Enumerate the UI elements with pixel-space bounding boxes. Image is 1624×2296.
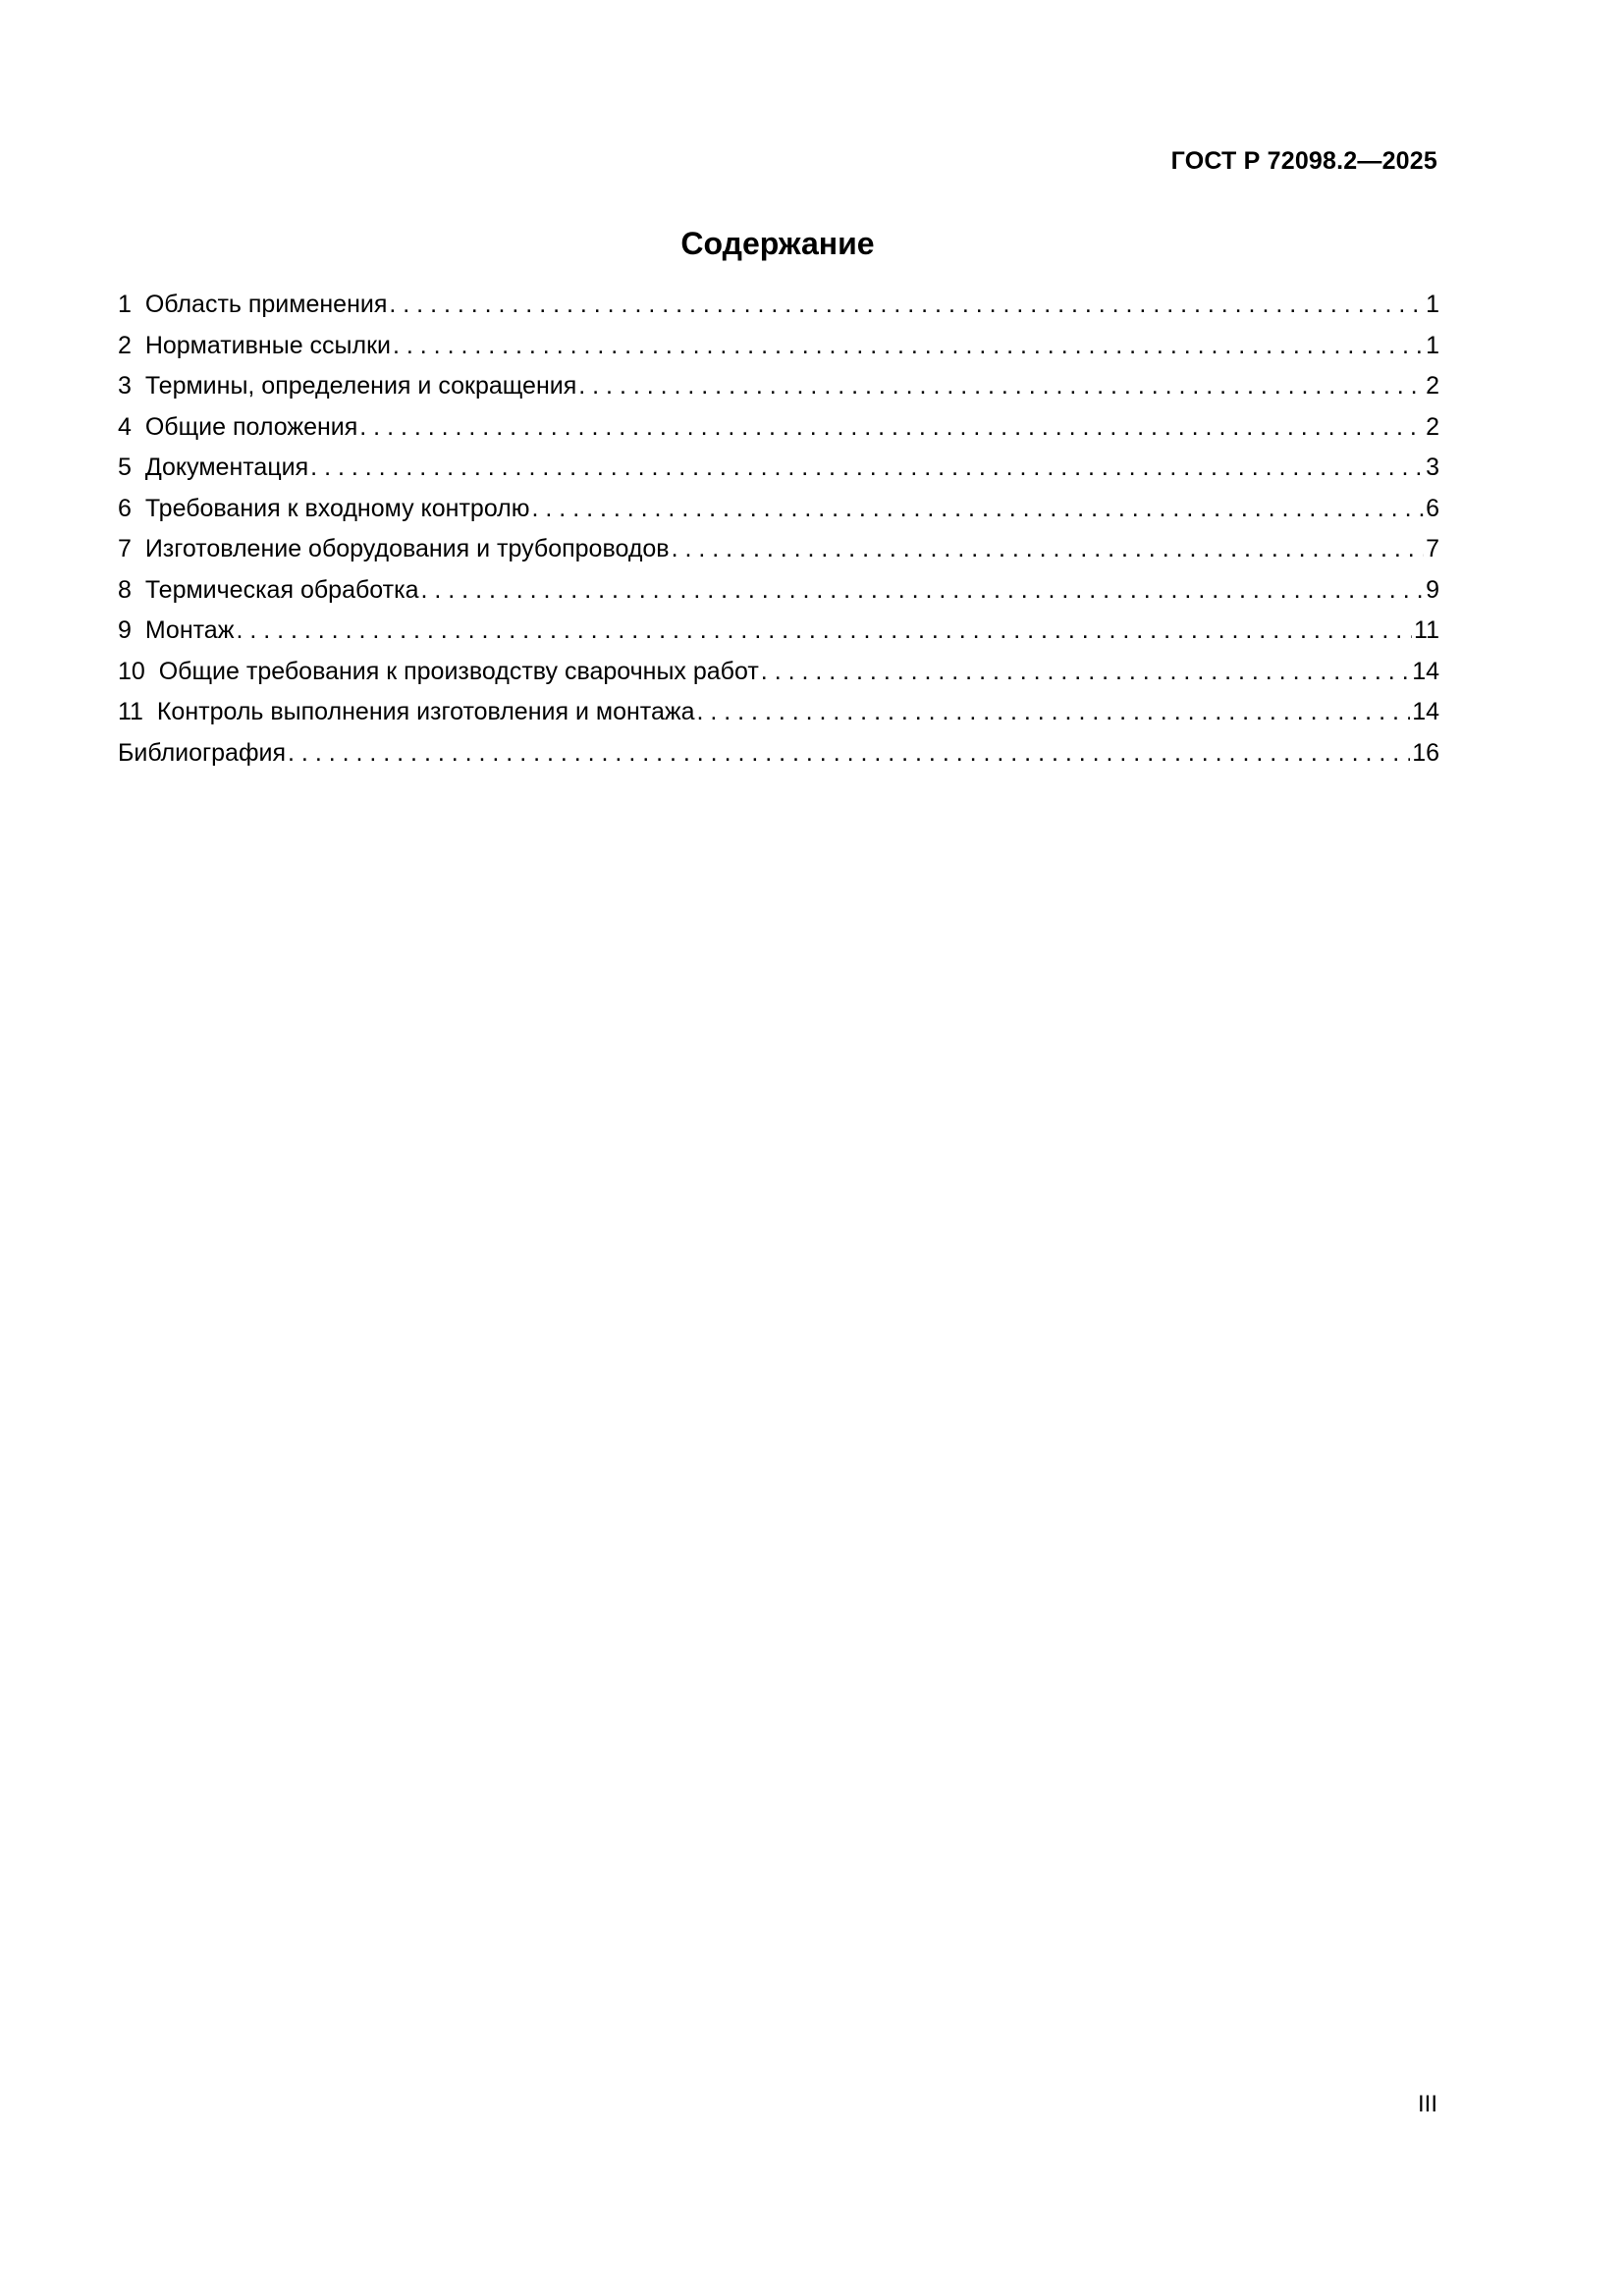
toc-item-label: Общие положения xyxy=(144,412,358,441)
toc-leader-dots xyxy=(672,534,1425,563)
toc-title: Содержание xyxy=(680,226,875,261)
toc-item-label: Требования к входному контролю xyxy=(144,494,530,522)
toc-leader-dots xyxy=(310,453,1424,482)
toc-leader-dots xyxy=(578,371,1424,400)
toc-item-page: 3 xyxy=(1426,454,1439,481)
toc-item-label: Термины, определения и сокращения xyxy=(144,372,577,400)
toc-item[interactable] xyxy=(118,494,1439,535)
toc-item-number: 2 xyxy=(118,331,132,359)
toc-item-number: 10 xyxy=(118,657,145,685)
toc-item[interactable] xyxy=(118,453,1439,494)
toc-item-page: 7 xyxy=(1426,535,1439,562)
toc-item-label: Контроль выполнения изготовления и монтажа xyxy=(156,698,695,725)
toc-item-label: Изготовление оборудования и трубопроводов xyxy=(144,535,670,562)
document-code: ГОСТ Р 72098.2—2025 xyxy=(1170,147,1437,175)
toc-item[interactable] xyxy=(118,657,1439,698)
toc-item[interactable] xyxy=(118,412,1439,454)
toc-item-page: 9 xyxy=(1426,575,1439,604)
toc-item-page: 2 xyxy=(1426,412,1439,441)
toc-item-number: 4 xyxy=(118,412,132,441)
toc-leader-dots xyxy=(236,615,1412,645)
toc-item-label: Документация xyxy=(144,454,309,481)
toc-item-page: 1 xyxy=(1426,291,1439,318)
toc-leader-dots xyxy=(696,697,1410,726)
toc-item-label: Нормативные ссылки xyxy=(144,331,391,359)
toc-item-page: 11 xyxy=(1414,616,1439,644)
toc-item[interactable] xyxy=(118,738,1439,779)
toc-item-number: 9 xyxy=(118,616,132,644)
toc-item-label: Область применения xyxy=(144,291,388,318)
toc-leader-dots xyxy=(389,290,1424,319)
toc-leader-dots xyxy=(393,331,1424,360)
toc-item[interactable] xyxy=(118,575,1439,616)
toc-item[interactable] xyxy=(118,534,1439,575)
toc-item-number: 11 xyxy=(118,698,143,725)
toc-leader-dots xyxy=(359,412,1424,442)
toc-item-number: 5 xyxy=(118,454,132,481)
toc-item-label: Общие требования к производству сварочных работ xyxy=(158,657,759,685)
toc-item-page: 14 xyxy=(1412,698,1439,725)
toc-item-page: 2 xyxy=(1426,372,1439,400)
toc-item[interactable] xyxy=(118,290,1439,331)
toc-item-number: 6 xyxy=(118,494,132,522)
toc-item-number: 3 xyxy=(118,372,132,400)
toc-item[interactable] xyxy=(118,697,1439,738)
toc-leader-dots xyxy=(532,494,1425,523)
toc-item-label: Термическая обработка xyxy=(144,575,419,604)
toc-item-page: 1 xyxy=(1426,331,1439,359)
toc-leader-dots xyxy=(421,575,1425,605)
toc-item-number: 7 xyxy=(118,535,132,562)
toc-item[interactable] xyxy=(118,331,1439,372)
page-number: III xyxy=(1417,2091,1437,2117)
toc-item-number: 8 xyxy=(118,575,132,604)
toc-item-page: 14 xyxy=(1412,657,1439,685)
table-of-contents xyxy=(118,290,1439,778)
toc-item[interactable] xyxy=(118,615,1439,657)
toc-leader-dots xyxy=(288,738,1410,768)
toc-item-label: Библиография xyxy=(118,738,287,767)
toc-item-page: 6 xyxy=(1426,494,1439,522)
toc-item[interactable] xyxy=(118,371,1439,412)
toc-item-page: 16 xyxy=(1412,738,1439,767)
toc-item-label: Монтаж xyxy=(144,616,235,644)
toc-leader-dots xyxy=(761,657,1410,686)
toc-item-number: 1 xyxy=(118,291,132,318)
